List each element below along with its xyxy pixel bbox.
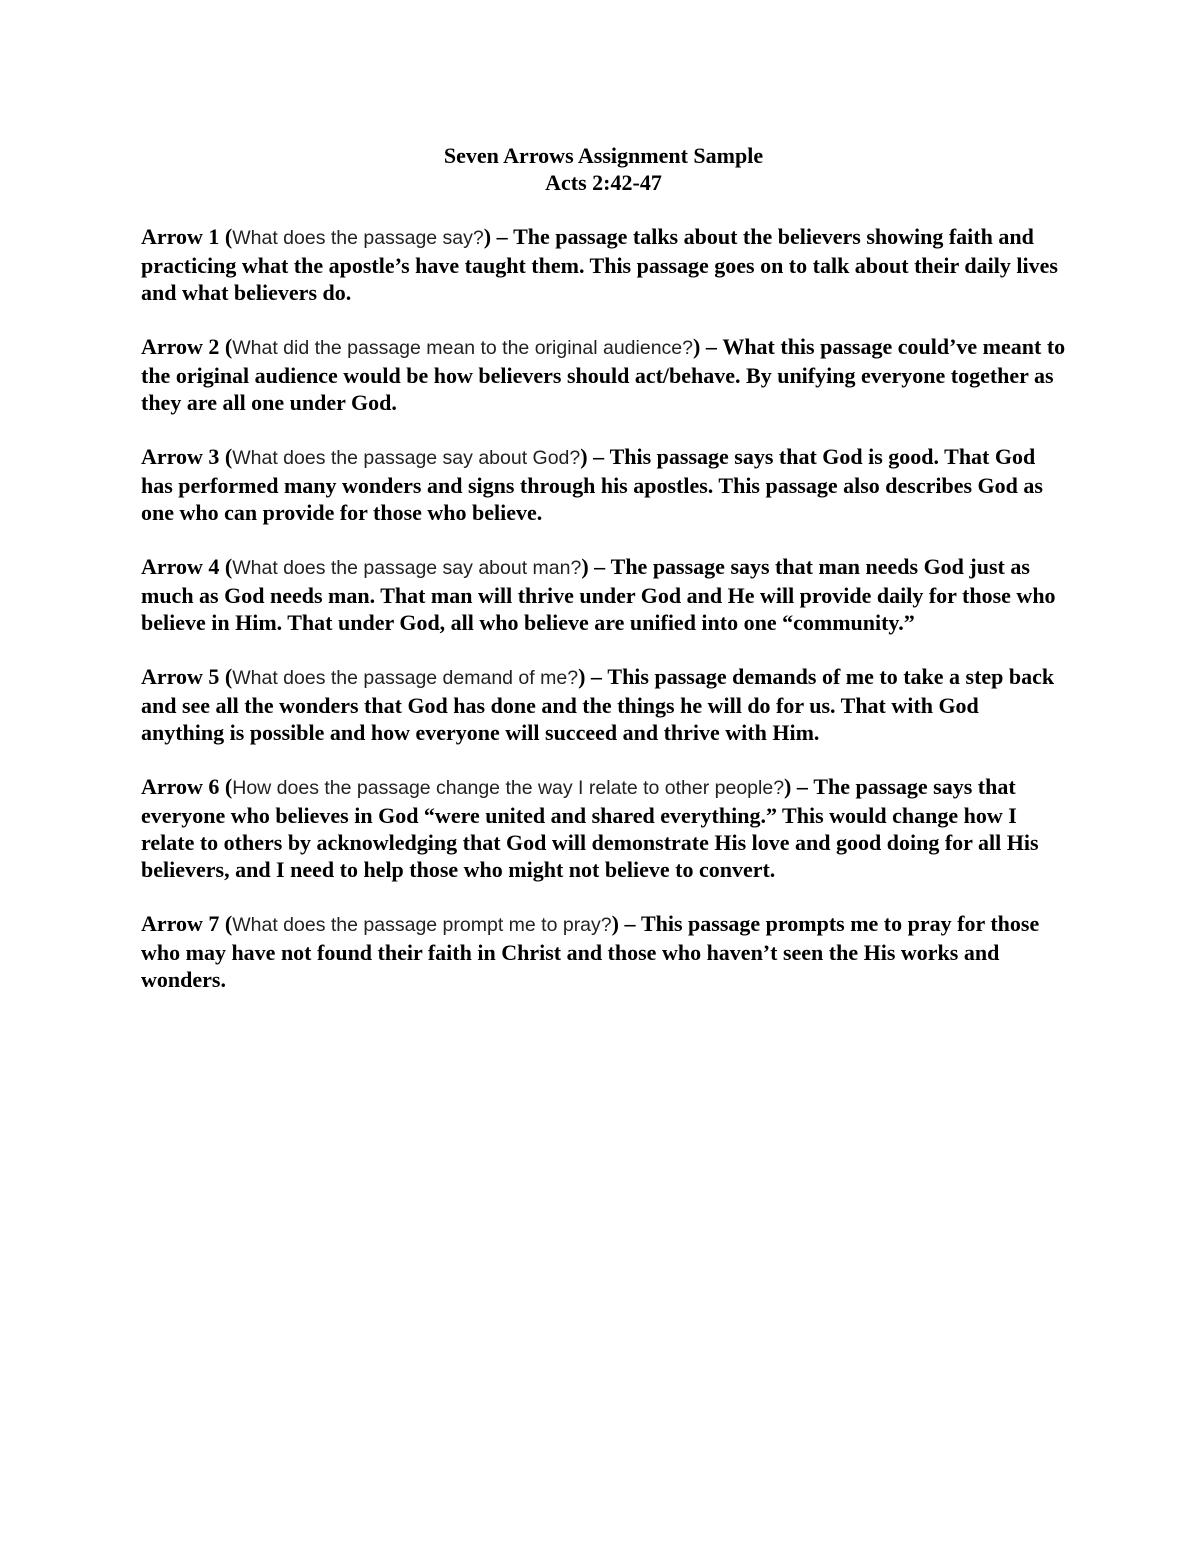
arrow-answer: This passage demands of me to take a step back and see all the wonders that God has done and the things he will do for us. That with God anything is possible and how everyone will succeed and thrive with Him. [141, 664, 1055, 745]
arrow-answer: This passage says that God is good. That God has performed many wonders and signs through his apostles. This passage also describes God as one who can provide for those who believe. [141, 444, 1043, 525]
arrow-question: What does the passage say about God? [232, 447, 581, 469]
arrow-question: What does the passage say about man? [232, 557, 582, 579]
arrow-label: Arrow 1 [141, 224, 220, 249]
document-subtitle: Acts 2:42-47 [545, 170, 662, 195]
title-block [141, 142, 1066, 196]
arrow-paragraph-2: Arrow 2 (What did the passage mean to the original audience?) – What this passage could’ve meant to the original audience would be how believers should act/behave. By unifying everyone together as they are all one under God. [141, 334, 1066, 415]
document-page [141, 142, 1066, 1020]
arrow-answer: The passage says that everyone who believes in God “were united and shared everything.” This would change how I relate to others by acknowledging that God will demonstrate His love and good doing for all His believers, and I need to help those who might not believe to convert. [141, 774, 1039, 882]
arrow-label: Arrow 3 [141, 444, 220, 469]
arrow-paragraph-4: Arrow 4 (What does the passage say about man?) – The passage says that man needs God just as much as God needs man. That man will thrive under God and He will provide daily for those who believe in Him. That under God, all who believe are unified into one “community.” [141, 554, 1056, 635]
arrow-label: Arrow 7 [141, 911, 220, 936]
arrow-paragraph-1: Arrow 1 (What does the passage say?) – The passage talks about the believers showing faith and practicing what the apostle’s have taught them. This passage goes on to talk about their daily lives and what believers do. [141, 224, 1058, 305]
arrow-question: What does the passage prompt me to pray? [232, 914, 612, 936]
arrow-paragraph-5: Arrow 5 (What does the passage demand of me?) – This passage demands of me to take a step back and see all the wonders that God has done and the things he will do for us. That with God anything is possible and how everyone will succeed and thrive with Him. [141, 664, 1055, 745]
arrow-label: Arrow 4 [141, 554, 220, 579]
arrow-question: How does the passage change the way I relate to other people? [232, 777, 785, 799]
arrow-label: Arrow 2 [141, 334, 220, 359]
arrow-answer: The passage says that man needs God just as much as God needs man. That man will thrive under God and He will provide daily for those who believe in Him. That under God, all who believe are unified into one “community.” [141, 554, 1056, 635]
arrow-question: What does the passage demand of me? [232, 667, 579, 689]
arrow-question: What does the passage say? [232, 227, 484, 249]
arrow-question: What did the passage mean to the original audience? [232, 337, 693, 359]
arrow-label: Arrow 5 [141, 664, 220, 689]
arrow-answer: What this passage could’ve meant to the original audience would be how believers should act/behave. By unifying everyone together as they are all one under God. [141, 334, 1066, 415]
arrow-paragraph-7: Arrow 7 (What does the passage prompt me to pray?) – This passage prompts me to pray for those who may have not found their faith in Christ and those who haven’t seen the His works and wonders. [141, 911, 1040, 992]
arrow-answer: The passage talks about the believers showing faith and practicing what the apostle’s have taught them. This passage goes on to talk about their daily lives and what believers do. [141, 224, 1058, 305]
arrow-paragraph-6: Arrow 6 (How does the passage change the way I relate to other people?) – The passage says that everyone who believes in God “were united and shared everything.” This would change how I relate to others by acknowledging that God will demonstrate His love and good doing for all His believers, and I need to help those who might not believe to convert. [141, 774, 1039, 882]
document-title: Seven Arrows Assignment Sample [443, 143, 764, 168]
arrow-label: Arrow 6 [141, 774, 220, 799]
arrow-paragraph-3: Arrow 3 (What does the passage say about God?) – This passage says that God is good. That God has performed many wonders and signs through his apostles. This passage also describes God as one who can provide for those who believe. [141, 444, 1043, 525]
arrow-answer: This passage prompts me to pray for those who may have not found their faith in Christ and those who haven’t seen the His works and wonders. [141, 911, 1040, 992]
